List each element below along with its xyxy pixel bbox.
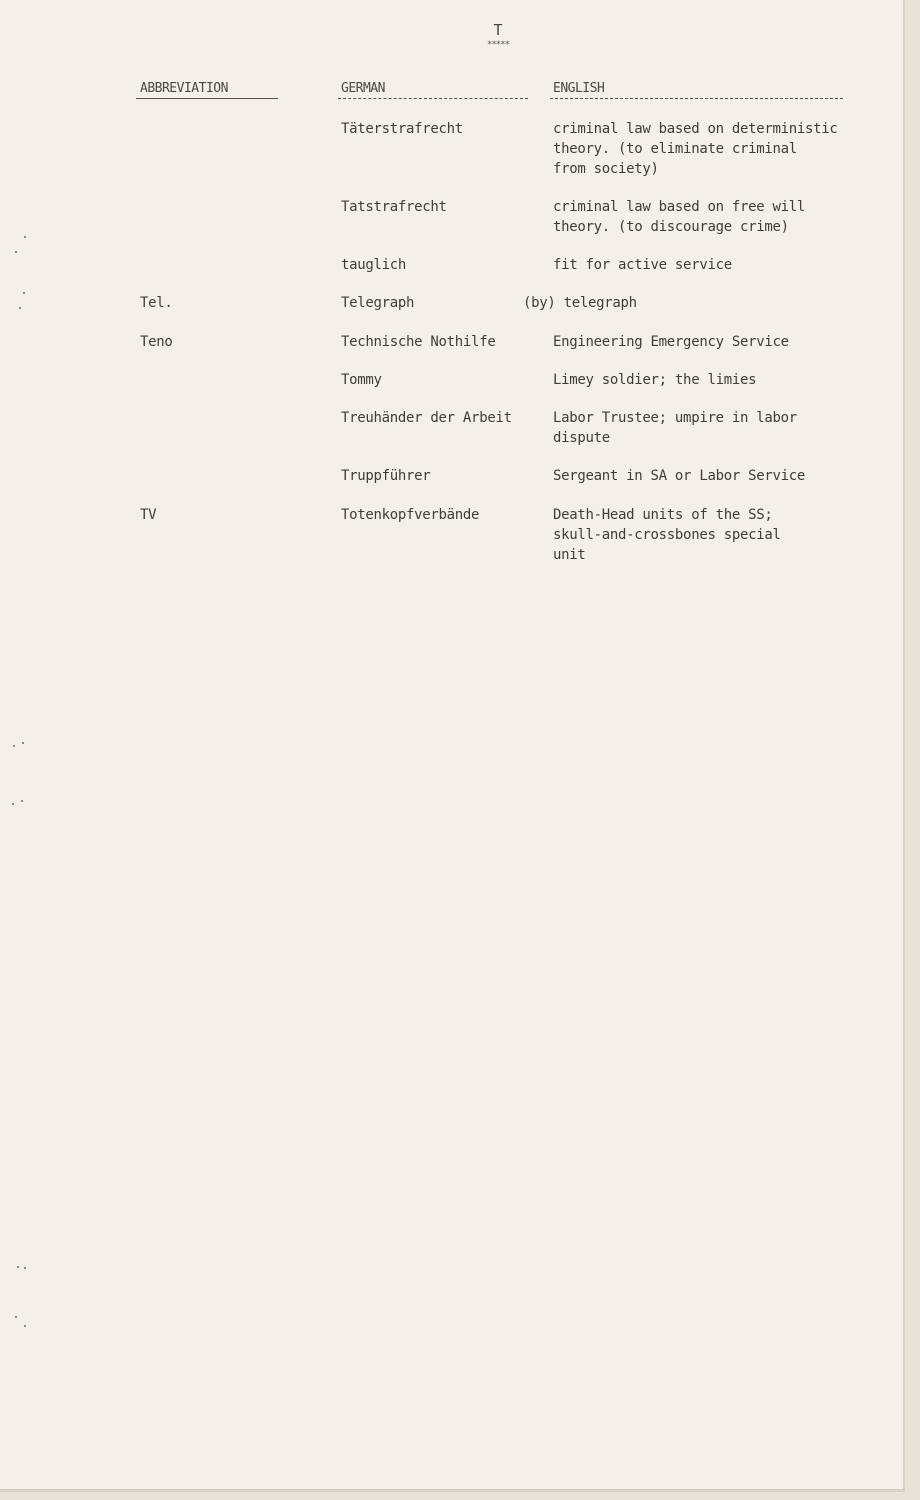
paper-speck bbox=[24, 1325, 26, 1327]
section-letter: T bbox=[493, 21, 503, 39]
entry-english: (by) telegraph bbox=[523, 295, 637, 311]
paper-speck bbox=[17, 1266, 19, 1268]
header-underline-english bbox=[550, 98, 843, 99]
entry-german: Telegraph bbox=[341, 295, 415, 311]
entry-english: Limey soldier; the limies bbox=[553, 372, 757, 388]
entry-english: criminal law based on deterministic theory. (to eliminate criminal from society) bbox=[553, 121, 838, 177]
entry-english: Sergeant in SA or Labor Service bbox=[553, 468, 805, 484]
paper-speck bbox=[22, 742, 24, 744]
entry-german: tauglich bbox=[341, 257, 407, 273]
paper-speck bbox=[23, 292, 25, 294]
paper-speck bbox=[19, 307, 21, 309]
paper-speck bbox=[24, 1267, 26, 1269]
column-header-german: GERMAN bbox=[341, 81, 385, 96]
paper-speck bbox=[15, 1316, 17, 1318]
entry-english: fit for active service bbox=[553, 257, 732, 273]
entry-german: Treuhänder der Arbeit bbox=[341, 410, 512, 426]
section-letter-ornament: ***** bbox=[486, 40, 510, 50]
entry-english: Engineering Emergency Service bbox=[553, 334, 789, 350]
entry-english: Labor Trustee; umpire in labor dispute bbox=[553, 410, 797, 446]
column-header-abbreviation: ABBREVIATION bbox=[140, 81, 228, 96]
paper-speck bbox=[13, 745, 15, 747]
entry-german: Tatstrafrecht bbox=[341, 199, 447, 215]
paper-speck bbox=[15, 251, 17, 253]
entry-abbreviation: Tel. bbox=[140, 295, 173, 311]
header-underline-abbreviation bbox=[136, 98, 278, 99]
paper-speck bbox=[21, 800, 23, 802]
entry-german: Tommy bbox=[341, 372, 382, 388]
entry-german: Totenkopfverbände bbox=[341, 507, 480, 523]
entry-abbreviation: TV bbox=[140, 507, 157, 523]
entry-english: criminal law based on free will theory. (to discourage crime) bbox=[553, 199, 805, 235]
entry-german: Truppführer bbox=[341, 468, 431, 484]
header-underline-german bbox=[338, 98, 528, 99]
paper-speck bbox=[24, 236, 26, 238]
entry-english: Death-Head units of the SS; skull-and-crossbones special unit bbox=[553, 507, 781, 563]
paper-speck bbox=[12, 803, 14, 805]
entry-german: Täterstrafrecht bbox=[341, 121, 463, 137]
entry-abbreviation: Teno bbox=[140, 334, 173, 350]
column-header-english: ENGLISH bbox=[553, 81, 605, 96]
entry-german: Technische Nothilfe bbox=[341, 334, 496, 350]
